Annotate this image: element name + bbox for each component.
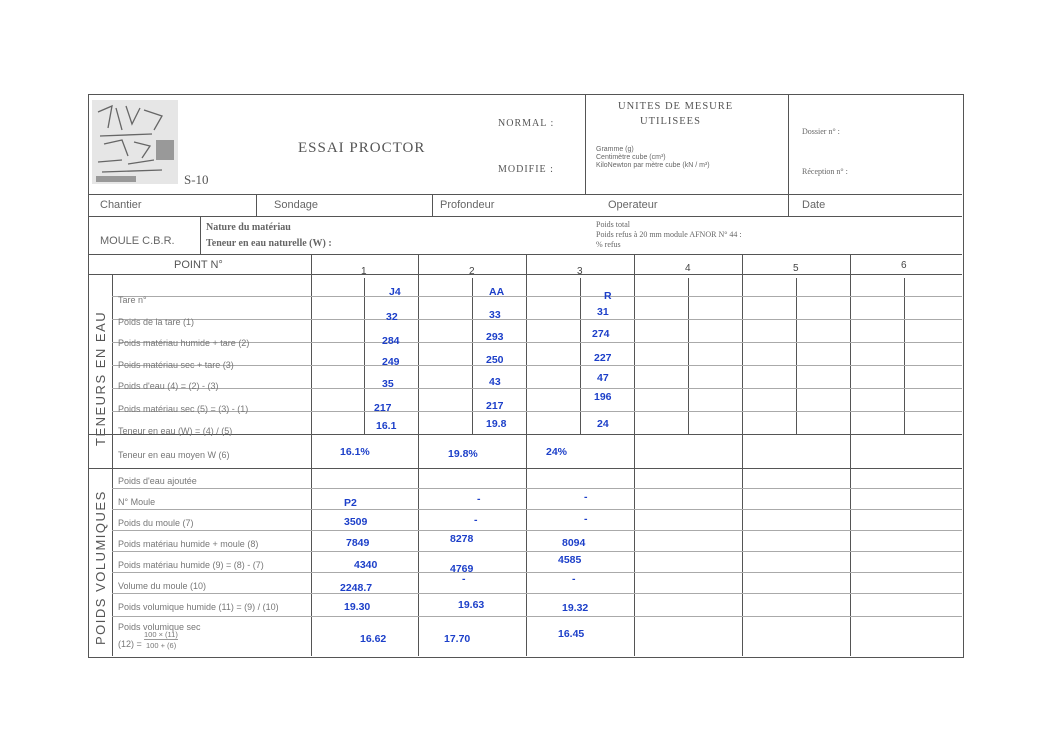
- row-label: Teneur en eau (W) = (4) / (5): [118, 426, 233, 436]
- cell-value: -: [477, 493, 481, 505]
- row-label: Poids de la tare (1): [118, 317, 195, 327]
- units-line-2: Centimètre cube (cm³): [596, 154, 666, 161]
- row-label: Poids volumique sec: [118, 622, 201, 632]
- cell-value: 217: [486, 400, 504, 412]
- cell-value: 196: [594, 391, 612, 403]
- cell-value: 4769: [450, 563, 474, 575]
- cell-value: -: [462, 573, 466, 585]
- cell-value: AA: [489, 286, 505, 298]
- poids-refus-label: Poids refus à 20 mm module AFNOR N° 44 :: [596, 230, 742, 239]
- column-number-6: 6: [901, 260, 907, 271]
- row-label: Poids matériau humide + moule (8): [118, 539, 259, 549]
- nature-label: Nature du matériau: [206, 222, 291, 233]
- cell-value: 7849: [346, 537, 370, 549]
- cell-value: 16.1: [376, 420, 397, 432]
- cell-value: 274: [592, 328, 610, 340]
- moyen-value-1: 16.1%: [340, 446, 370, 458]
- cell-value: 293: [486, 331, 504, 343]
- cell-value: 250: [486, 354, 504, 366]
- cell-value: 2248.7: [340, 582, 373, 594]
- cell-value: 16.62: [360, 633, 387, 645]
- cell-value: 19.63: [458, 599, 485, 611]
- row-label: N° Moule: [118, 497, 156, 507]
- cell-value: 16.45: [558, 628, 585, 640]
- cell-value: -: [474, 514, 478, 526]
- row-label: Poids volumique humide (11) = (9) / (10): [118, 602, 279, 612]
- row-label: Poids matériau sec (5) = (3) - (1): [118, 404, 249, 414]
- column-number-4: 4: [685, 263, 691, 274]
- column-number-1: 1: [361, 266, 367, 277]
- sondage-label: Sondage: [274, 199, 319, 211]
- units-title-1: UNITES DE MESURE: [618, 101, 734, 112]
- moyen-value-2: 19.8%: [448, 448, 478, 460]
- cell-value: 8278: [450, 533, 474, 545]
- cell-value: 35: [382, 378, 394, 390]
- modifie-label: MODIFIE :: [498, 164, 554, 175]
- section-teneurs-en-eau: TENEURS EN EAU: [93, 310, 108, 446]
- moule-cbr-label: MOULE C.B.R.: [100, 235, 175, 247]
- cell-value: 4585: [558, 554, 582, 566]
- cell-value: 19.30: [344, 601, 371, 613]
- row-label: Poids matériau humide + tare (2): [118, 338, 250, 348]
- formula-numerator: 100 × (11): [144, 630, 178, 639]
- dossier-label: Dossier n° :: [802, 127, 840, 136]
- cell-value: 4340: [354, 559, 378, 571]
- row-label: Volume du moule (10): [118, 581, 207, 591]
- cell-value: R: [604, 290, 612, 302]
- date-label: Date: [802, 199, 826, 211]
- cell-value: 19.8: [486, 418, 507, 430]
- units-line-3: KiloNewton par mètre cube (kN / m³): [596, 162, 710, 169]
- cell-value: 31: [597, 306, 609, 318]
- moyen-value-3: 24%: [546, 446, 568, 458]
- row-label: Poids d'eau (4) = (2) - (3): [118, 381, 219, 391]
- row-label: Poids d'eau ajoutée: [118, 476, 197, 486]
- cell-value: 19.32: [562, 602, 589, 614]
- teneur-naturelle-label: Teneur en eau naturelle (W) :: [206, 238, 332, 249]
- cell-value: 24: [597, 418, 609, 430]
- row-label: Tare n°: [118, 295, 147, 305]
- profondeur-label: Profondeur: [440, 199, 495, 211]
- operateur-label: Operateur: [608, 199, 658, 211]
- units-line-1: Gramme (g): [596, 146, 634, 153]
- column-number-3: 3: [577, 266, 583, 277]
- cell-value: 47: [597, 372, 609, 384]
- column-number-5: 5: [793, 263, 799, 274]
- column-number-2: 2: [469, 266, 475, 277]
- logo: [92, 100, 178, 184]
- form-title: ESSAI PROCTOR: [298, 140, 426, 156]
- cell-value: 249: [382, 356, 400, 368]
- cell-value: J4: [389, 286, 401, 298]
- cell-value: 227: [594, 352, 612, 364]
- cell-value: 8094: [562, 537, 586, 549]
- section-poids-volumiques: POIDS VOLUMIQUES: [93, 490, 108, 645]
- cell-value: P2: [344, 497, 357, 509]
- normal-label: NORMAL :: [498, 118, 555, 129]
- units-title-2: UTILISEES: [640, 116, 701, 127]
- cell-value: -: [584, 491, 588, 503]
- row-label: Poids matériau humide (9) = (8) - (7): [118, 560, 264, 570]
- pct-refus-label: % refus: [596, 240, 621, 249]
- point-label: POINT N°: [174, 259, 223, 271]
- cell-value: -: [584, 513, 588, 525]
- cell-value: 284: [382, 335, 400, 347]
- cell-value: 32: [386, 311, 398, 323]
- chantier-label: Chantier: [100, 199, 142, 211]
- cell-value: 3509: [344, 516, 368, 528]
- row-label: Poids du moule (7): [118, 518, 194, 528]
- cell-value: 43: [489, 376, 501, 388]
- cell-value: -: [572, 573, 576, 585]
- proctor-form: [88, 88, 964, 658]
- formula-12: (12) =: [118, 639, 142, 649]
- cell-value: 17.70: [444, 633, 471, 645]
- reception-label: Réception n° :: [802, 167, 848, 176]
- cell-value: 217: [374, 402, 392, 414]
- cell-value: 33: [489, 309, 501, 321]
- form-code: S-10: [184, 172, 209, 187]
- formula-denominator: 100 + (6): [146, 641, 177, 650]
- row-label: Poids matériau sec + tare (3): [118, 360, 234, 370]
- moyen-label: Teneur en eau moyen W (6): [118, 450, 230, 460]
- poids-total-label: Poids total: [596, 220, 631, 229]
